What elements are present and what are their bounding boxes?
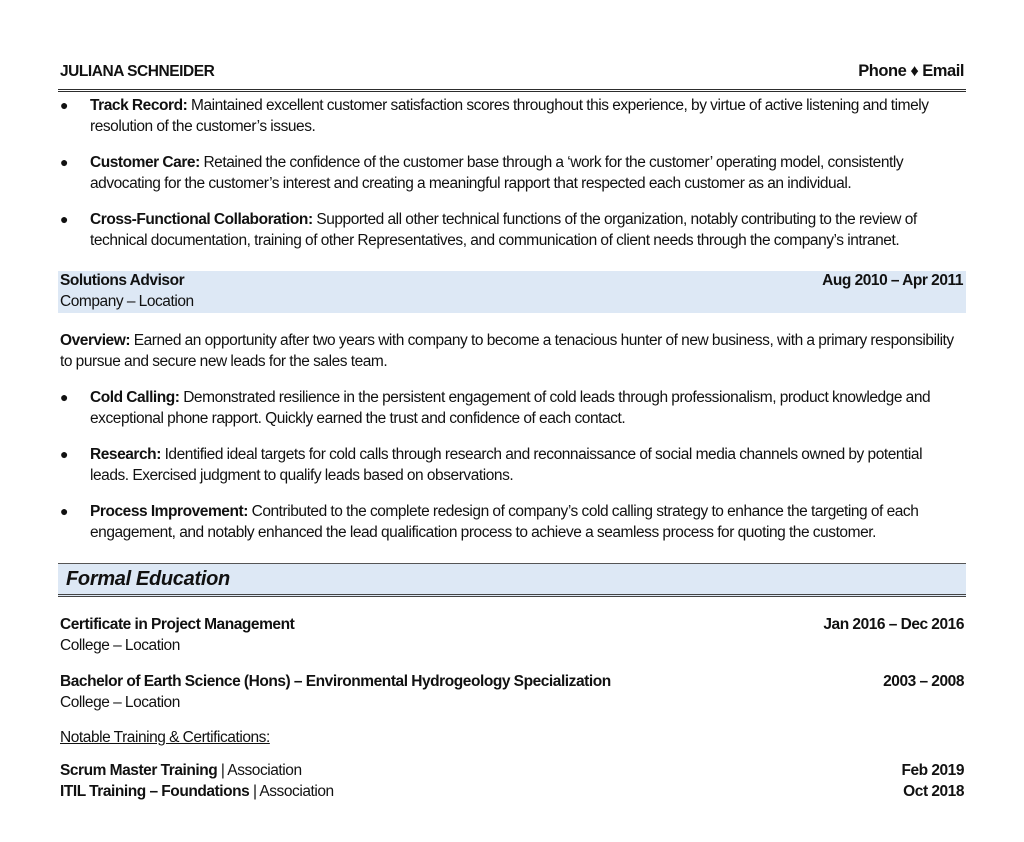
bullet-label: Process Improvement: [90, 503, 248, 520]
bullet-label: Research: [90, 446, 161, 463]
contact-info: Phone ♦ Email [858, 62, 964, 80]
bullet-item [58, 387, 966, 429]
school-location: College – Location [60, 637, 180, 654]
cert-date: Feb 2019 [901, 762, 964, 779]
degree-dates: 2003 – 2008 [883, 673, 964, 690]
degree-title: Bachelor of Earth Science (Hons) – Environmental Hydrogeology Specialization [60, 673, 611, 690]
bullet-icon: ● [60, 503, 69, 519]
bullet-icon: ● [60, 446, 69, 462]
bullet-icon: ● [60, 97, 69, 113]
certification-row [60, 781, 964, 802]
job-heading [58, 271, 966, 313]
bullet-item [58, 501, 966, 543]
bullet-label: Track Record: [90, 97, 188, 114]
bullet-text: Supported all other technical functions of the organization, notably contributing to the review of technical documentation, training of other Representatives, and communication of client needs through the company’s intranet. [90, 211, 917, 249]
bullet-label: Customer Care: [90, 154, 200, 171]
degree-dates: Jan 2016 – Dec 2016 [823, 616, 964, 633]
education-entry [60, 614, 964, 656]
job-overview [60, 330, 964, 372]
cert-title: Scrum Master Training [60, 762, 218, 779]
certification-row [60, 760, 964, 781]
bullet-label: Cross-Functional Collaboration: [90, 211, 313, 228]
job-dates: Aug 2010 – Apr 2011 [822, 272, 963, 289]
job-bullets [58, 387, 966, 558]
previous-role-bullets [58, 95, 966, 266]
bullet-item [58, 444, 966, 486]
education-section-heading [58, 563, 966, 597]
degree-title: Certificate in Project Management [60, 616, 295, 633]
cert-date: Oct 2018 [903, 783, 964, 800]
cert-org: | Association [217, 762, 302, 779]
education-entry [60, 671, 964, 713]
overview-text: Earned an opportunity after two years with company to become a tenacious hunter of new business, with a primary responsibility to pursue and secure new leads for the sales team. [60, 332, 954, 370]
bullet-text: Contributed to the complete redesign of company’s cold calling strategy to enhance the targeting of each engagement, and notably enhanced the lead qualification process to achieve a seamless process for quoting the customer. [90, 503, 919, 541]
bullet-item [58, 95, 966, 137]
candidate-name: JULIANA SCHNEIDER [60, 63, 215, 80]
bullet-text: Demonstrated resilience in the persistent engagement of cold leads through professionalism, product knowledge and exceptional phone rapport. Quickly earned the trust and confidence of each contact. [90, 389, 931, 427]
school-location: College – Location [60, 694, 180, 711]
notable-training-heading: Notable Training & Certifications: [60, 729, 270, 746]
bullet-text: Identified ideal targets for cold calls through research and reconnaissance of social media channels owned by potential leads. Exercised judgment to qualify leads based on observations. [90, 446, 923, 484]
job-title: Solutions Advisor [60, 272, 185, 289]
bullet-icon: ● [60, 154, 69, 170]
bullet-icon: ● [60, 211, 69, 227]
cert-org: | Association [249, 783, 334, 800]
bullet-text: Retained the confidence of the customer base through a ‘work for the customer’ operating model, consistently advocating for the customer’s interest and creating a meaningful rapport that respected each customer as an individual. [90, 154, 904, 192]
overview-label: Overview: [60, 332, 131, 349]
bullet-text: Maintained excellent customer satisfaction scores throughout this experience, by virtue of active listening and timely resolution of the customer’s issues. [90, 97, 929, 135]
resume-header [58, 62, 966, 92]
bullet-icon: ● [60, 389, 69, 405]
job-company: Company – Location [60, 293, 194, 310]
bullet-item [58, 152, 966, 194]
bullet-label: Cold Calling: [90, 389, 180, 406]
cert-title: ITIL Training – Foundations [60, 783, 250, 800]
bullet-item [58, 209, 966, 251]
section-title: Formal Education [66, 568, 230, 590]
